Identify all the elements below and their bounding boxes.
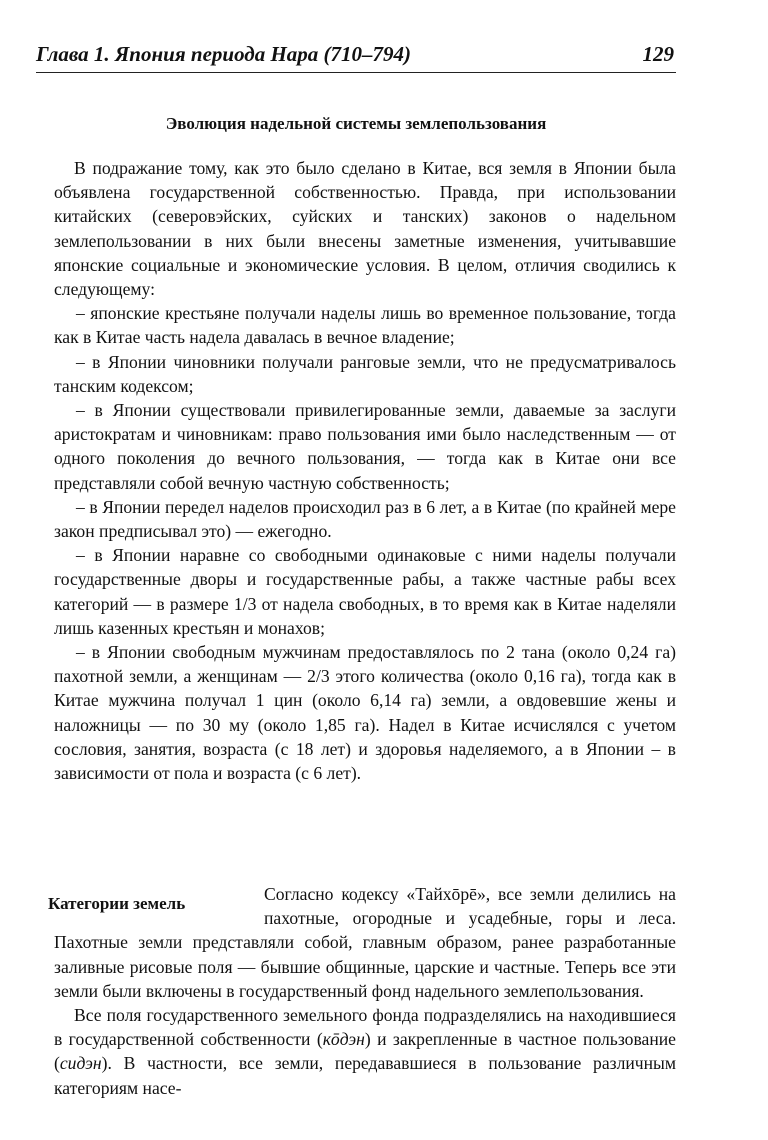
- list-item: – японские крестьяне получали наделы лишь во временное пользование, тогда как в Китае часть надела давалась в вечное владение;: [54, 303, 676, 348]
- fund-text-part: Все поля государственного земельного фонда подразделялись на находившиеся в государственной собственности (: [54, 1005, 676, 1050]
- fund-text-part: ) и закрепленные в частное пользование (: [54, 1029, 676, 1074]
- term-siden: сидэн: [59, 1053, 102, 1074]
- list-item: – в Японии свободным мужчинам предоставлялось по 2 тана (около 0,24 га) пахотной земли, а женщинам — 2/3 этого количества (около 0,16 га), тогда как в Китае мужчина получал 1 цин (около 6,14 га) земли, а овдовевшие жены и наложницы — по 30 му (около 1,85 га). Надел в Китае исчислялся с учетом сословия, занятия, возраста (с 18 лет) и здоровья наделяемого, а в Японии – в зависимости от пола и возраста (с 6 лет).: [54, 642, 676, 784]
- term-koden: кōдэн: [322, 1029, 365, 1050]
- land-categories-section: [48, 882, 676, 1100]
- intro-paragraph: В подражание тому, как это было сделано в Китае, вся земля в Японии была объявлена государственной собственностью. Правда, при использовании китайских (северовэйских, суйских и танских) законов о надельном землепользовании в них были внесены заметные изменения, учитывавшие японские социальные и экономические условия. В целом, отличия сводились к следующему:: [54, 158, 676, 300]
- page-number: 129: [642, 42, 674, 66]
- body-text: [54, 156, 676, 785]
- side-heading: Категории земель: [48, 894, 186, 913]
- list-item: – в Японии существовали привилегированные земли, даваемые за заслуги аристократам и чиновникам: право пользования ими было наследственным — от одного поколения до вечного пользования, — тогда как в Китае они все представляли собой вечную частную собственность;: [54, 400, 676, 493]
- fund-paragraph: [54, 1003, 676, 1100]
- list-item: – в Японии чиновники получали ранговые земли, что не предусматривалось танским кодексом;: [54, 351, 676, 396]
- category-paragraph: Согласно кодексу «Тайхōрē», все земли делились на пахотные, огородные и усадебные, горы и леса. Пахотные земли представляли собой, главным образом, ранее разработанные заливные рисовые поля — бывшие общинные, царские и частные. Теперь все эти земли были включены в государственный фонд надельного землепользования.: [54, 884, 676, 1001]
- running-header: [36, 42, 676, 73]
- fund-text-part: ). В частности, все земли, передававшиеся в пользование различным категориям насе-: [54, 1053, 676, 1098]
- section-heading: Эволюция надельной системы землепользования: [165, 114, 547, 133]
- chapter-title: Глава 1. Япония периода Нара (710–794): [36, 42, 412, 66]
- list-item: – в Японии наравне со свободными одинаковые с ними наделы получали государственные дворы и государственные рабы, а также частные рабы всех категорий — в размере 1/3 от надела свободных, в то время как в Китае наделяли лишь казенных крестьян и монахов;: [54, 545, 676, 638]
- list-item: – в Японии передел наделов происходил раз в 6 лет, а в Китае (по крайней мере закон предписывал это) — ежегодно.: [54, 496, 676, 542]
